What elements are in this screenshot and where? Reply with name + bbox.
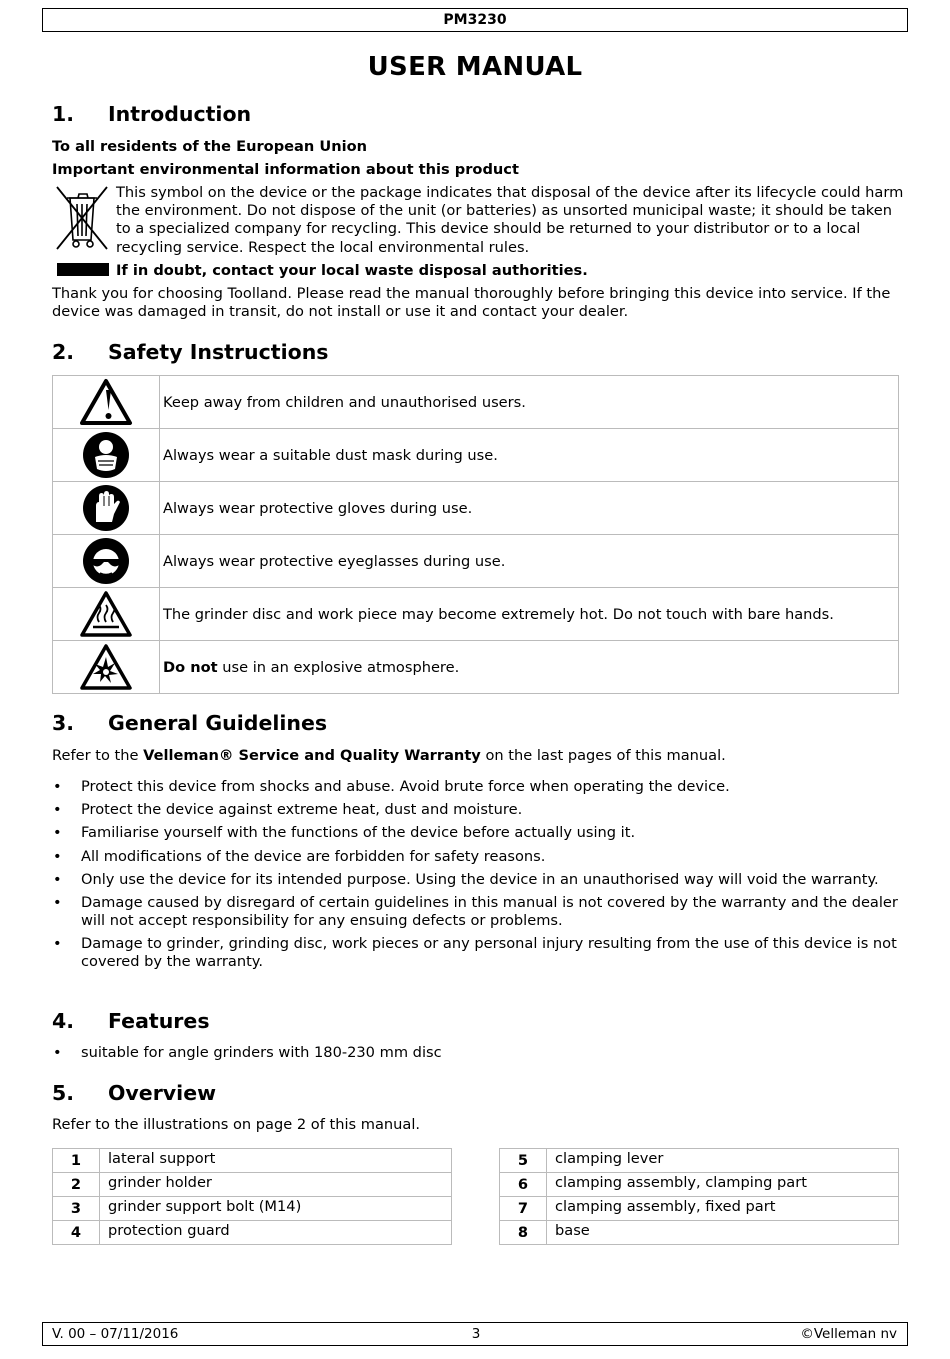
list-item: • Familiarise yourself with the functions of the device before actually using it. (52, 824, 902, 842)
safety-text-rest: use in an explosive atmosphere. (217, 658, 460, 676)
parts-table-right (499, 1148, 899, 1245)
part-description: clamping assembly, clamping part (547, 1173, 899, 1197)
section-heading-features (52, 1009, 210, 1033)
list-item: • Damage to grinder, grinding disc, work pieces or any personal injury resulting from the use of this device is not covered by the warranty. (52, 935, 902, 971)
weee-paragraph: This symbol on the device or the package indicates that disposal of the device after its lifecycle could harm the environment. Do not dispose of the unit (or batteries) as unsorted municipal waste; it should be taken to a specialized company for recycling. This device should be returned to your distributor or to a local recycling service. Respect the local environmental rules. (116, 184, 904, 256)
table-row (53, 1221, 452, 1245)
copyright: ©Velleman nv (800, 1326, 897, 1342)
safety-text-bold: Do not (163, 658, 218, 676)
protective-gloves-icon (82, 484, 130, 532)
section-heading-guidelines (52, 711, 327, 735)
part-description: grinder holder (100, 1173, 452, 1197)
section-heading-introduction (52, 102, 251, 126)
section-number: 4. (52, 1009, 75, 1033)
safety-icon-cell (53, 376, 160, 429)
weee-advice: If in doubt, contact your local waste disposal authorities. (116, 262, 588, 279)
safety-row (53, 429, 899, 482)
table-row (53, 1173, 452, 1197)
safety-text: Always wear protective eyeglasses during use. (160, 535, 899, 588)
section-heading-overview (52, 1081, 216, 1105)
safety-icon-cell (53, 429, 160, 482)
explosive-atmosphere-icon (79, 643, 133, 691)
safety-row (53, 641, 899, 694)
table-row (500, 1197, 899, 1221)
warning-triangle-icon (79, 378, 133, 426)
safety-row (53, 376, 899, 429)
table-row (500, 1149, 899, 1173)
list-item: • suitable for angle grinders with 180-230 mm disc (52, 1044, 902, 1062)
section-title: Introduction (108, 102, 252, 126)
dust-mask-icon (82, 431, 130, 479)
table-row (53, 1197, 452, 1221)
part-description: clamping assembly, fixed part (547, 1197, 899, 1221)
warranty-reference-pre: Refer to the (52, 747, 144, 764)
safety-text: The grinder disc and work piece may become extremely hot. Do not touch with bare hands. (160, 588, 899, 641)
thank-you-paragraph: Thank you for choosing Toolland. Please read the manual thoroughly before bringing this device into service. If the device was damaged in transit, do not install or use it and contact your dealer. (52, 285, 891, 320)
list-item: • Protect the device against extreme heat, dust and moisture. (52, 801, 902, 819)
safety-icon-cell (53, 588, 160, 641)
section-number: 5. (52, 1081, 75, 1105)
section-heading-safety (52, 340, 329, 364)
version-date: V. 00 – 07/11/2016 (52, 1326, 179, 1342)
hot-surface-icon (79, 590, 133, 638)
part-number: 8 (500, 1221, 547, 1245)
part-number: 7 (500, 1197, 547, 1221)
environment-info-line: Important environmental information about this product (52, 161, 519, 178)
safety-icon-cell (53, 641, 160, 694)
page-number: 3 (471, 1326, 481, 1342)
part-number: 4 (53, 1221, 100, 1245)
crossed-bin-icon (54, 184, 110, 252)
section-title: Overview (108, 1081, 217, 1105)
features-list (52, 1044, 902, 1062)
part-description: protection guard (100, 1221, 452, 1245)
page-footer (42, 1322, 908, 1346)
safety-row (53, 482, 899, 535)
part-number: 3 (53, 1197, 100, 1221)
section-title: General Guidelines (108, 711, 328, 735)
table-row (500, 1221, 899, 1245)
list-item: • Only use the device for its intended purpose. Using the device in an unauthorised way will void the warranty. (52, 871, 902, 889)
warranty-reference (52, 747, 902, 765)
safety-text: Always wear protective gloves during use. (160, 482, 899, 535)
safety-text (160, 641, 899, 694)
eu-residents-line: To all residents of the European Union (52, 138, 368, 155)
part-number: 6 (500, 1173, 547, 1197)
section-title: Features (108, 1009, 210, 1033)
section-number: 1. (52, 102, 75, 126)
list-item: • All modifications of the device are forbidden for safety reasons. (52, 848, 902, 866)
section-number: 2. (52, 340, 75, 364)
page-header (42, 8, 908, 32)
table-row (53, 1149, 452, 1173)
safety-icon-cell (53, 535, 160, 588)
safety-icon-cell (53, 482, 160, 535)
guidelines-list (52, 778, 902, 976)
eyeglasses-icon (82, 537, 130, 585)
document-title: USER MANUAL (367, 52, 583, 82)
safety-row (53, 535, 899, 588)
warranty-reference-post: on the last pages of this manual. (480, 747, 726, 764)
warranty-name: Velleman® Service and Quality Warranty (143, 747, 481, 764)
safety-text: Keep away from children and unauthorised users. (160, 376, 899, 429)
weee-black-bar (57, 263, 109, 276)
illustration-reference: Refer to the illustrations on page 2 of this manual. (52, 1116, 421, 1133)
list-item: • Damage caused by disregard of certain guidelines in this manual is not covered by the warranty and the dealer will not accept responsibility for any ensuing defects or problems. (52, 894, 902, 930)
safety-table (52, 375, 899, 694)
part-number: 1 (53, 1149, 100, 1173)
part-number: 2 (53, 1173, 100, 1197)
part-number: 5 (500, 1149, 547, 1173)
part-description: grinder support bolt (M14) (100, 1197, 452, 1221)
list-item: • Protect this device from shocks and abuse. Avoid brute force when operating the device. (52, 778, 902, 796)
safety-text: Always wear a suitable dust mask during use. (160, 429, 899, 482)
part-description: base (547, 1221, 899, 1245)
model-number: PM3230 (443, 12, 507, 28)
parts-table-left (52, 1148, 452, 1245)
table-row (500, 1173, 899, 1197)
safety-row (53, 588, 899, 641)
section-number: 3. (52, 711, 75, 735)
part-description: clamping lever (547, 1149, 899, 1173)
part-description: lateral support (100, 1149, 452, 1173)
section-title: Safety Instructions (108, 340, 329, 364)
